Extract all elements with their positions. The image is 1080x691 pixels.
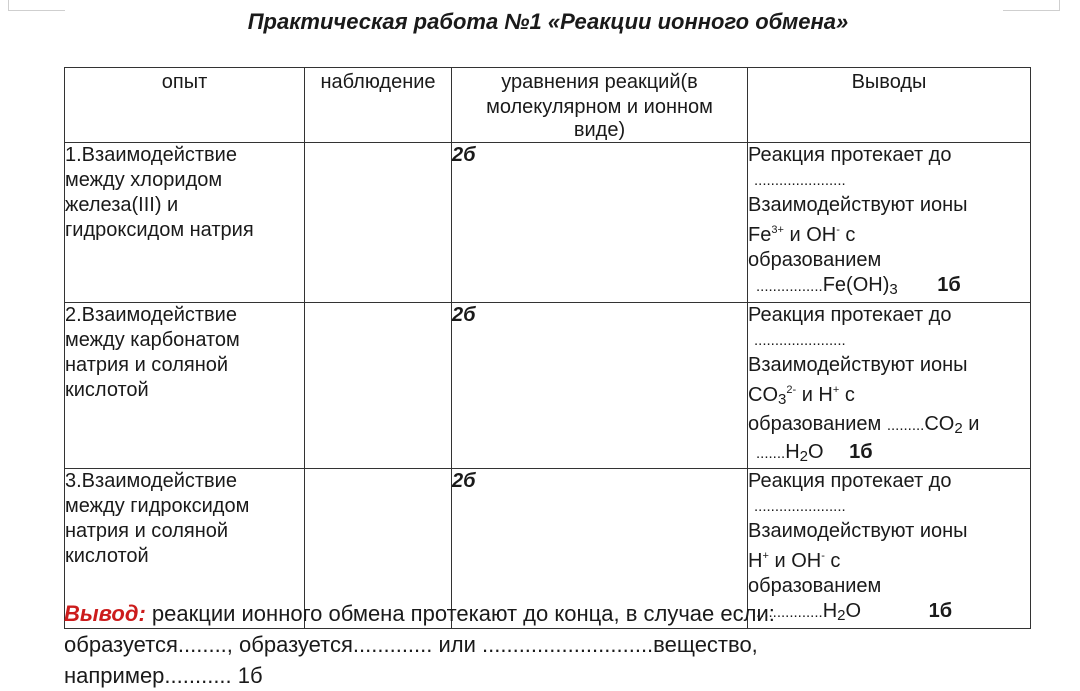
header-conclusions-label: Выводы (851, 71, 927, 93)
experiment-line: кислотой (65, 545, 149, 567)
points-label: 2б (452, 144, 476, 166)
ion-formula: Fe (748, 224, 772, 246)
product-formula: H (785, 441, 800, 463)
product-subscript: 2 (799, 448, 808, 465)
experiment-cell (65, 303, 305, 469)
answer-blank[interactable]: ...................... (754, 498, 846, 515)
preposition: с (830, 550, 841, 572)
experiment-line: натрия и соляной (65, 520, 229, 542)
ion-formula: H (818, 384, 833, 406)
header-experiment (65, 68, 305, 143)
table-header-row (65, 68, 1031, 143)
ion-charge: + (762, 550, 769, 562)
experiment-line: 3.Взаимодействие (65, 470, 237, 492)
conclusion-line-3[interactable]: например........... 1б (64, 663, 263, 688)
conclusion-line: Взаимодействуют ионы (748, 354, 968, 376)
product-subscript: 2 (954, 420, 963, 437)
observation-cell[interactable] (305, 143, 452, 303)
header-conclusions (748, 68, 1031, 143)
conclusion-label: Вывод: (64, 601, 146, 626)
ion-formula: CO (748, 384, 778, 406)
score-label: 1б (928, 600, 953, 622)
conclusion-line-2[interactable]: образуется........, образуется............. или ............................вещество, (64, 632, 758, 657)
reactions-table (64, 67, 1031, 629)
page-title: Практическая работа №1 «Реакции ионного обмена» (247, 9, 849, 34)
ion-charge: - (836, 224, 840, 236)
experiment-line: 1.Взаимодействие (65, 144, 237, 166)
conjunction: и (968, 413, 980, 435)
answer-blank[interactable]: ...................... (754, 332, 846, 349)
conclusion-line-1 (64, 598, 1064, 629)
experiment-line: натрия и соляной (65, 354, 229, 376)
product-subscript: 3 (889, 281, 898, 298)
answer-blank[interactable]: ................ (756, 278, 823, 295)
product-formula: H (822, 600, 838, 622)
conclusion-line: Реакция протекает до (748, 144, 952, 166)
product-formula: CO (924, 413, 955, 435)
product-line (748, 273, 1030, 302)
preposition: с (844, 384, 855, 406)
score-label: 1б (937, 274, 961, 296)
ion-subscript: 3 (778, 391, 787, 408)
header-equations-line1: уравнения реакций(в (501, 71, 698, 93)
equations-cell[interactable] (452, 303, 748, 469)
conclusion-line: Взаимодействуют ионы (748, 520, 968, 542)
ions-line (748, 218, 1030, 248)
score-label: 1б (849, 441, 873, 463)
ion-formula: H (748, 550, 763, 572)
conclusion-line: Реакция протекает до (748, 304, 952, 326)
ion-charge: + (832, 384, 840, 396)
experiment-line: железа(III) и (65, 194, 179, 216)
answer-blank[interactable]: ....... (756, 445, 786, 462)
final-conclusion (64, 598, 1064, 691)
experiment-line: кислотой (65, 379, 149, 401)
conclusion-line: Взаимодействуют ионы (748, 194, 968, 216)
points-label: 2б (452, 304, 476, 326)
experiment-line: гидроксидом натрия (65, 219, 254, 241)
conclusion-cell (748, 143, 1031, 303)
product-line (748, 412, 1030, 441)
ion-formula: OH (806, 224, 837, 246)
observation-cell[interactable] (305, 303, 452, 469)
ion-charge: 2- (786, 384, 797, 396)
product-formula-tail: O (845, 600, 862, 622)
preposition: с (845, 224, 856, 246)
points-label: 2б (452, 470, 476, 492)
ion-charge: 3+ (771, 224, 784, 236)
conclusion-line: Реакция протекает до (748, 470, 952, 492)
header-experiment-label: опыт (161, 71, 208, 93)
header-observation-label: наблюдение (320, 71, 436, 93)
conclusion-line: образованием (748, 249, 882, 271)
conclusion-cell (748, 303, 1031, 469)
product-subscript: 2 (837, 607, 846, 624)
experiment-line: 2.Взаимодействие (65, 304, 237, 326)
product-formula: Fe(OH) (822, 274, 890, 296)
conclusion-text: реакции ионного обмена протекают до конца, в случае если: (145, 601, 775, 626)
equations-cell[interactable] (452, 143, 748, 303)
experiment-line: между хлоридом (65, 169, 223, 191)
formation-label: образованием (748, 413, 882, 435)
header-observation (305, 68, 452, 143)
answer-blank[interactable]: ...................... (754, 172, 846, 189)
header-equations (452, 68, 748, 143)
conclusion-line: образованием (748, 575, 882, 597)
experiment-cell (65, 143, 305, 303)
experiment-line: между гидроксидом (65, 495, 250, 517)
table-row (65, 143, 1031, 303)
header-equations-line2: молекулярном и ионном (486, 96, 713, 118)
answer-blank[interactable]: ................ (756, 604, 823, 621)
product-formula-tail: O (807, 441, 824, 463)
conjunction: и (789, 224, 801, 246)
answer-blank[interactable]: ......... (886, 417, 925, 434)
ion-charge: - (821, 550, 825, 562)
conjunction: и (801, 384, 813, 406)
ion-formula: OH (791, 550, 822, 572)
conjunction: и (774, 550, 786, 572)
product-line (748, 441, 1030, 468)
header-equations-line3: виде) (573, 119, 626, 141)
experiment-line: между карбонатом (65, 329, 240, 351)
ions-line (748, 544, 1030, 574)
table-row (65, 303, 1031, 469)
ions-line (748, 378, 1030, 412)
